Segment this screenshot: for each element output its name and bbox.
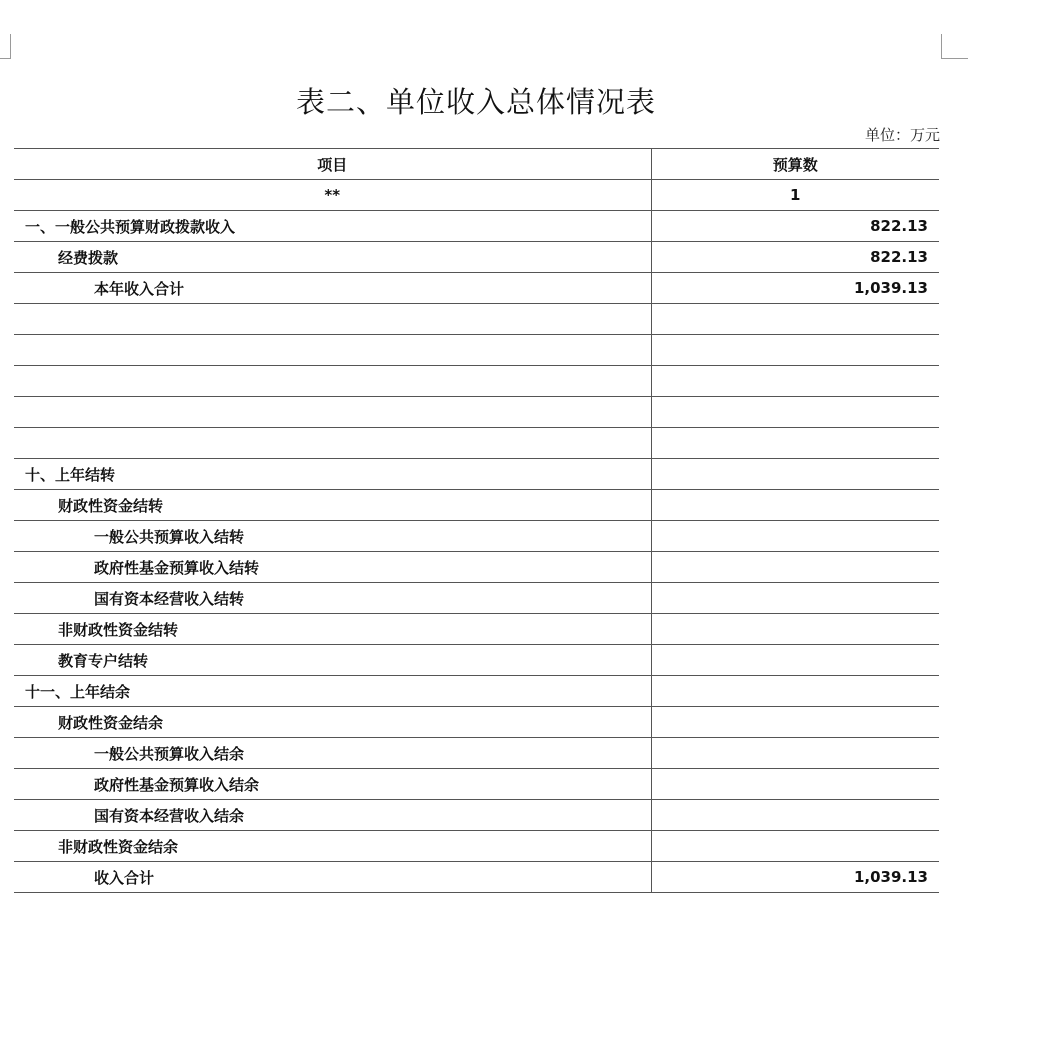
row-label: [14, 428, 651, 459]
row-label: 非财政性资金结余: [14, 831, 651, 862]
row-value: [651, 521, 939, 552]
row-label: 本年收入合计: [14, 273, 651, 304]
index-row: [14, 180, 939, 211]
table-row: [14, 831, 939, 862]
row-label: [14, 366, 651, 397]
table-row: [14, 242, 939, 273]
row-value: [651, 645, 939, 676]
row-label: 非财政性资金结转: [14, 614, 651, 645]
row-label: 十一、上年结余: [14, 676, 651, 707]
table-row: [14, 676, 939, 707]
row-value: [651, 304, 939, 335]
index-cell-item: **: [14, 180, 651, 211]
row-label: 政府性基金预算收入结转: [14, 552, 651, 583]
table-row: [14, 614, 939, 645]
table-row: [14, 211, 939, 242]
row-value: [651, 614, 939, 645]
row-label: 收入合计: [14, 862, 651, 893]
row-label: 经费拨款: [14, 242, 651, 273]
document-title: 表二、单位收入总体情况表: [295, 85, 656, 119]
row-value: [651, 769, 939, 800]
unit-label: 单位：万元: [864, 126, 940, 144]
row-value: [651, 800, 939, 831]
row-value: [651, 738, 939, 769]
row-value: 1,039.13: [651, 862, 939, 893]
table-row: [14, 521, 939, 552]
table-row: [14, 304, 939, 335]
table-row: [14, 707, 939, 738]
table-row: [14, 862, 939, 893]
row-value: 822.13: [651, 242, 939, 273]
row-value: 1,039.13: [651, 273, 939, 304]
row-label: 财政性资金结余: [14, 707, 651, 738]
index-cell-budget: 1: [651, 180, 939, 211]
row-value: [651, 428, 939, 459]
row-value: [651, 459, 939, 490]
row-label: 财政性资金结转: [14, 490, 651, 521]
row-label: 国有资本经营收入结余: [14, 800, 651, 831]
table-row: [14, 769, 939, 800]
income-table: [14, 148, 939, 893]
table-row: [14, 645, 939, 676]
row-value: [651, 831, 939, 862]
row-value: [651, 335, 939, 366]
row-label: 国有资本经营收入结转: [14, 583, 651, 614]
row-value: [651, 366, 939, 397]
row-label: [14, 304, 651, 335]
table-row: [14, 273, 939, 304]
table-row: [14, 800, 939, 831]
page-corner-mark-right: [941, 34, 968, 59]
table-row: [14, 490, 939, 521]
table-row: [14, 428, 939, 459]
row-value: [651, 552, 939, 583]
row-value: [651, 707, 939, 738]
row-value: [651, 397, 939, 428]
column-header-budget: 预算数: [651, 149, 939, 180]
row-label: 一般公共预算收入结余: [14, 738, 651, 769]
table-row: [14, 366, 939, 397]
row-label: 教育专户结转: [14, 645, 651, 676]
table-row: [14, 335, 939, 366]
row-label: [14, 335, 651, 366]
row-value: 822.13: [651, 211, 939, 242]
page-corner-mark-left: [0, 34, 11, 59]
table-row: [14, 397, 939, 428]
row-value: [651, 583, 939, 614]
row-label: 一般公共预算收入结转: [14, 521, 651, 552]
row-label: 一、一般公共预算财政拨款收入: [14, 211, 651, 242]
column-header-item: 项目: [14, 149, 651, 180]
row-value: [651, 490, 939, 521]
table-row: [14, 459, 939, 490]
row-label: [14, 397, 651, 428]
table-row: [14, 552, 939, 583]
table-row: [14, 583, 939, 614]
header-row: [14, 149, 939, 180]
row-value: [651, 676, 939, 707]
row-label: 十、上年结转: [14, 459, 651, 490]
table-row: [14, 738, 939, 769]
row-label: 政府性基金预算收入结余: [14, 769, 651, 800]
